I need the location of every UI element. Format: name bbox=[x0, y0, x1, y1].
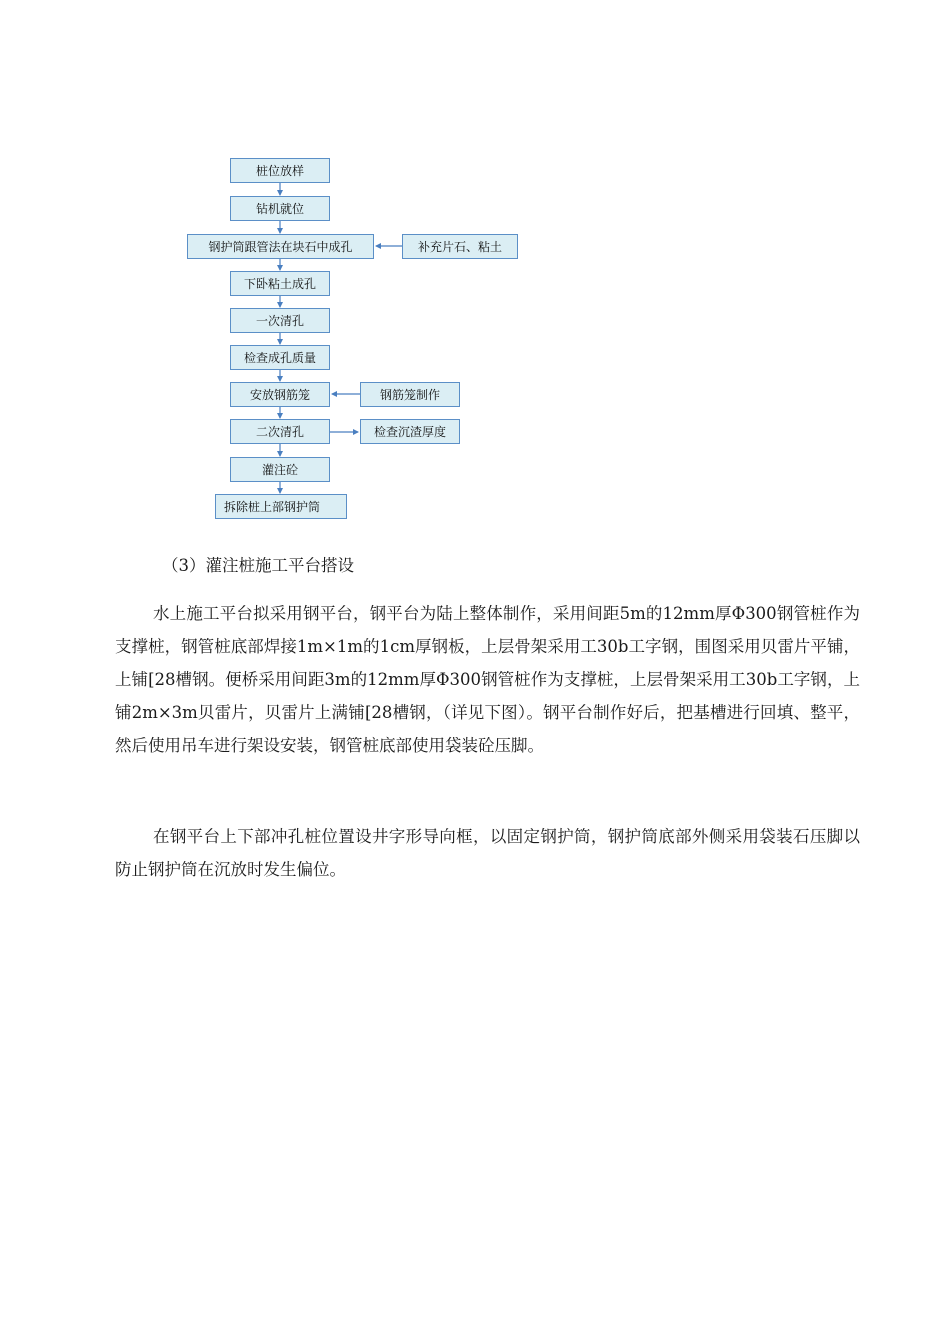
flow-step-place-rebar-cage: 安放钢筋笼 bbox=[230, 382, 330, 407]
flow-side-check-sediment: 检查沉渣厚度 bbox=[360, 419, 460, 444]
flow-step-casing-drilling: 钢护筒跟管法在块石中成孔 bbox=[187, 234, 374, 259]
flow-side-fill-stone-clay: 补充片石、粘土 bbox=[402, 234, 518, 259]
section-heading: （3）灌注桩施工平台搭设 bbox=[162, 556, 354, 575]
flow-step-remove-casing: 拆除桩上部钢护筒 bbox=[215, 494, 347, 519]
paragraph-platform-description: 水上施工平台拟采用钢平台，钢平台为陆上整体制作，采用间距5m的12mm厚Φ300钢管桩作为支撑桩，钢管桩底部焊接1m×1m的1cm厚钢板，上层骨架采用工30b工字钢，围图采用贝雷片平铺，上铺[28槽钢。便桥采用间距3m的12mm厚Φ300钢管桩作为支撑桩，上层骨架采用工30b工字钢，上铺2m×3m贝雷片，贝雷片上满铺[28槽钢，（详见下图）。钢平台制作好后，把基槽进行回填、整平，然后使用吊车进行架设安装，钢管桩底部使用袋装砼压脚。 bbox=[115, 604, 860, 755]
flow-step-pile-layout: 桩位放样 bbox=[230, 158, 330, 183]
flow-step-rig-positioning: 钻机就位 bbox=[230, 196, 330, 221]
flow-step-first-cleaning: 一次清孔 bbox=[230, 308, 330, 333]
flow-step-check-hole-quality: 检查成孔质量 bbox=[230, 345, 330, 370]
flow-step-pour-concrete: 灌注砼 bbox=[230, 457, 330, 482]
flow-arrows bbox=[0, 0, 950, 530]
flow-side-rebar-cage-fabrication: 钢筋笼制作 bbox=[360, 382, 460, 407]
flow-step-second-cleaning: 二次清孔 bbox=[230, 419, 330, 444]
construction-flowchart bbox=[0, 0, 950, 530]
paragraph-guide-frame: 在钢平台上下部冲孔桩位置设井字形导向框，以固定钢护筒，钢护筒底部外侧采用袋装石压脚以防止钢护筒在沉放时发生偏位。 bbox=[115, 827, 860, 879]
flow-step-clay-drilling: 下卧粘土成孔 bbox=[230, 271, 330, 296]
